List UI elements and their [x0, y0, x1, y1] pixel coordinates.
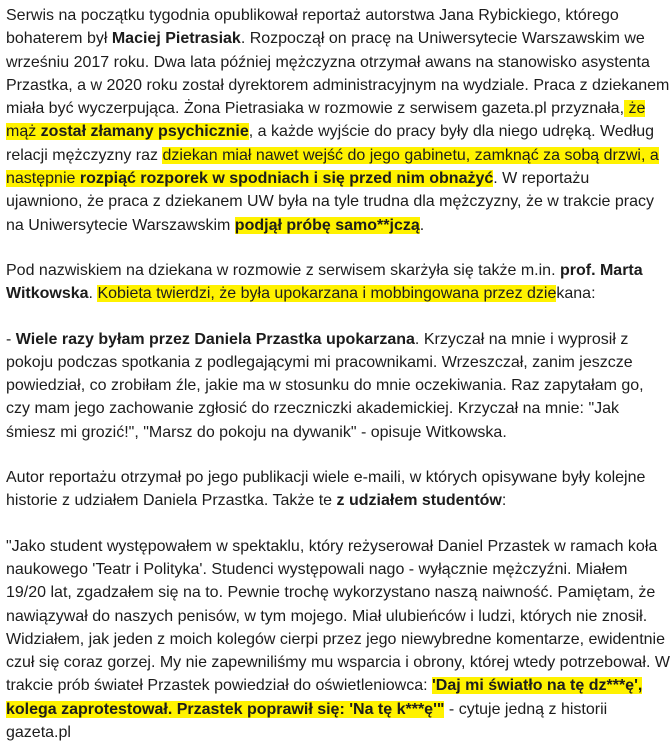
paragraph-4	[6, 466, 670, 513]
text: . Krzyczał na mnie i wyprosił z pokoju podczas spotkania z podlegającymi mi pracownikami. Wrzeszczał, zanim jeszcze powiedział, co zrobiłam źle, jakie ma w stosunku do mnie oczekiwania. Raz zapytałam go, czy mam jego zachowanie zgłosić do rzeczniczki akademickiej. Krzyczał na mnie: "Jak śmiesz mi grozić!", "Marsz do pokoju na dywanik" - opisuje Witkowska.	[6, 330, 644, 441]
highlight: że mąż	[6, 100, 646, 141]
bold-phrase: z udziałem studentów	[336, 492, 502, 510]
paragraph-5	[6, 535, 670, 744]
paragraph-1	[6, 4, 670, 237]
paragraph-2	[6, 259, 670, 306]
bold-name: prof. Marta Witkowska	[6, 261, 643, 303]
article-body	[6, 4, 670, 744]
text: - cytuje jedną z historii gazeta.pl	[6, 700, 608, 742]
highlight: Kobieta twierdzi, że była upokarzana i mobbingowana przez dzie	[97, 285, 557, 303]
highlight: dziekan miał nawet wejść do jego gabinetu, zamknąć za sobą drzwi, a następnie	[6, 146, 659, 188]
text: .	[419, 216, 425, 234]
highlight-bold: został złamany psychicznie	[40, 123, 249, 141]
text: Pod nazwiskiem na dziekana w rozmowie z serwisem skarżyła się także m.in.	[6, 261, 560, 279]
text: .	[88, 285, 98, 303]
text: , a każde wyjście do pracy były dla niego udręką. Według relacji mężczyzny raz	[6, 123, 655, 164]
paragraph-3	[6, 328, 670, 444]
highlight-bold: podjął próbę samo**jczą	[234, 216, 420, 234]
text: kana:	[556, 285, 596, 303]
text: Autor reportażu otrzymał po jego publikacji wiele e-maili, w których opisywane były kolejne historie z udziałem Daniela Przastka. Także te	[6, 469, 646, 510]
text: . W reportażu ujawniono, że praca z dziekanem UW była na tyle trudna dla mężczyzny, że w trakcie pracy na Uniwersytecie Warszawskim	[6, 170, 654, 234]
bold-quote: Wiele razy byłam przez Daniela Przastka upokarzana	[15, 330, 415, 348]
text: Serwis na początku tygodnia opublikował reportaż autorstwa Jana Rybickiego, którego bohaterem był	[6, 7, 619, 48]
highlight-bold: rozpiąć rozporek w spodniach i się przed nim obnażyć	[79, 170, 494, 188]
highlight-bold: 'Daj mi światło na tę dz***ę', kolega zaprotestował. Przastek poprawił się: 'Na tę k***ę'"	[6, 677, 643, 718]
text: :	[501, 492, 507, 510]
bold-name: Maciej Pietrasiak	[111, 30, 241, 48]
text: -	[6, 330, 16, 348]
text: . Rozpoczął on pracę na Uniwersytecie Warszawskim we wrześniu 2017 roku. Dwa lata później mężczyzna otrzymał awans na stanowisko asystenta Przastka, a w 2020 roku został dyrektorem administracyjnym na wydziale. Praca z dziekanem miała być wyczerpująca. Żona Pietrasiaka w rozmowie z serwisem gazeta.pl przyznała,	[6, 30, 670, 118]
text: "Jako student występowałem w spektaklu, który reżyserował Daniel Przastek w ramach koła naukowego 'Teatr i Polityka'. Studenci występowali nago - wyłącznie mężczyźni. Miałem 19/20 lat, zgadzałem się na to. Pewnie trochę wykorzystano naszą naiwność. Pamiętam, że nawiązywał do naszych penisów, w tym mojego. Miał ulubieńców i ludzi, których nie znosił. Widziałem, jak jeden z moich kolegów cierpi przez jego niewybredne komentarze, ewidentnie czuł się coraz gorzej. My nie zapewniliśmy mu wsparcia i obrony, której wtedy potrzebował. W trakcie prób świateł Przastek powiedział do oświetleniowca:	[6, 537, 670, 695]
